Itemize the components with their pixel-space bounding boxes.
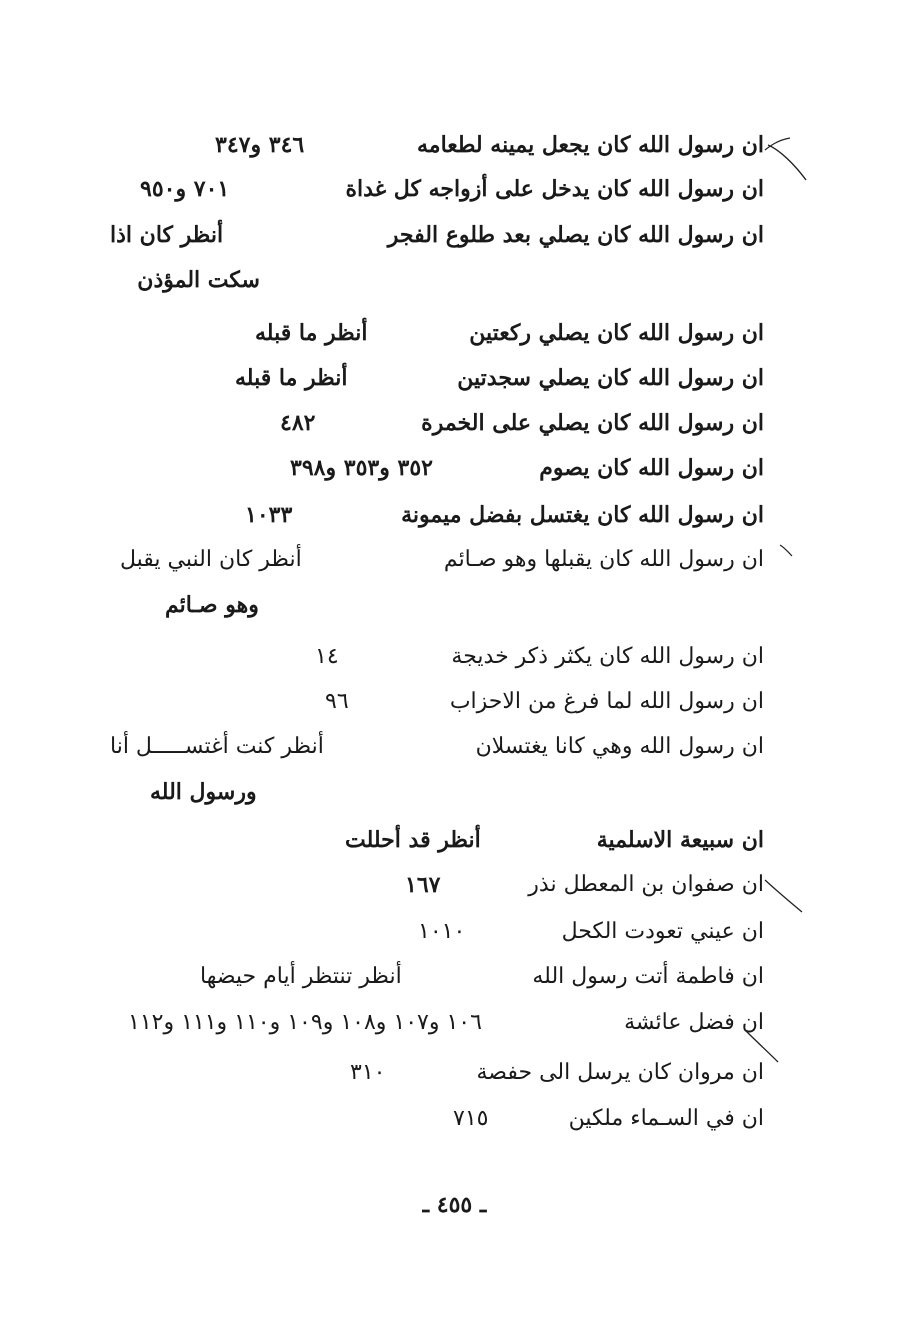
entry-phrase: ان رسول الله كان يجعل يمينه لطعامه — [416, 132, 764, 158]
index-entry — [0, 962, 909, 992]
entry-reference: أنظر كنت أغتســـــل أنا — [110, 734, 324, 759]
entry-phrase: ان رسول الله كان يدخل على أزواجه كل غداة — [345, 176, 764, 202]
entry-reference: ٩٦ — [325, 689, 349, 714]
index-entry — [0, 1104, 909, 1134]
index-entry — [0, 453, 909, 483]
index-entry — [0, 220, 909, 250]
entry-phrase: ان عيني تعودت الكحل — [561, 919, 764, 944]
entry-phrase: ان رسول الله كان يصوم — [539, 455, 764, 481]
entry-reference: ١٠٦ و١٠٧ و١٠٨ و١٠٩ و١١٠ و١١١ و١١٢ — [128, 1010, 482, 1035]
entry-reference-continued: ورسول الله — [150, 779, 257, 805]
entry-reference: أنظر كان اذا — [110, 222, 224, 248]
entry-reference: أنظر قد أحللت — [345, 827, 481, 853]
entry-phrase: ان رسول الله كان يغتسل بفضل ميمونة — [401, 502, 764, 528]
entry-phrase: ان في السـماء ملكين — [568, 1106, 764, 1131]
entry-reference: أنظر ما قبله — [235, 365, 348, 391]
entry-reference: ١٠١٠ — [418, 919, 466, 944]
index-entry — [0, 825, 909, 855]
entry-phrase: ان صفوان بن المعطل نذر — [528, 872, 764, 897]
entry-phrase: ان فاطمة أتت رسول الله — [532, 964, 764, 989]
index-entry — [0, 687, 909, 717]
entry-phrase: ان رسول الله كان يصلي على الخمرة — [421, 410, 764, 436]
entry-phrase: ان رسول الله وهي كانا يغتسلان — [475, 734, 764, 759]
entry-phrase: ان رسول الله كان يكثر ذكر خديجة — [451, 644, 764, 669]
index-entry — [0, 318, 909, 348]
entry-phrase: ان رسول الله كان يصلي بعد طلوع الفجر — [387, 222, 764, 248]
entry-phrase: ان رسول الله كان يصلي سجدتين — [457, 365, 764, 391]
index-entry — [0, 1058, 909, 1088]
entry-reference: ٧٠١ و٩٥٠ — [140, 176, 230, 202]
entry-reference: ٣٥٢ و٣٥٣ و٣٩٨ — [290, 455, 433, 481]
index-entry — [0, 1008, 909, 1038]
entry-reference: ١٦٧ — [405, 872, 441, 898]
entry-reference: ١٠٣٣ — [245, 502, 293, 528]
entry-phrase: ان رسول الله كان يقبلها وهو صـائم — [443, 547, 764, 572]
entry-reference: أنظر كان النبي يقبل — [120, 547, 302, 572]
entry-phrase: ان رسول الله كان يصلي ركعتين — [469, 320, 764, 346]
entry-phrase: ان فضل عائشة — [624, 1010, 764, 1035]
index-entry — [0, 732, 909, 762]
entry-reference: ٤٨٢ — [280, 410, 316, 436]
index-entry — [0, 545, 909, 575]
index-entry — [0, 642, 909, 672]
entry-reference-continued: وهو صـائم — [165, 592, 259, 618]
entry-reference: ٣١٠ — [350, 1060, 386, 1085]
entry-reference: أنظر تنتظر أيام حيضها — [200, 964, 402, 989]
entry-reference: أنظر ما قبله — [255, 320, 368, 346]
entry-phrase: ان مروان كان يرسل الى حفصة — [476, 1060, 764, 1085]
index-entry — [0, 130, 909, 160]
index-entry — [0, 917, 909, 947]
entry-phrase: ان رسول الله لما فرغ من الاحزاب — [449, 689, 764, 714]
index-entry — [0, 174, 909, 204]
index-entry — [0, 363, 909, 393]
entry-reference: ٣٤٦ و٣٤٧ — [215, 132, 305, 158]
entry-reference: ١٤ — [315, 644, 339, 669]
entry-reference: ٧١٥ — [453, 1106, 489, 1131]
entry-reference-continued: سكت المؤذن — [137, 267, 260, 293]
index-entry — [0, 870, 909, 900]
index-entry — [0, 408, 909, 438]
entry-phrase: ان سبيعة الاسلمية — [596, 827, 764, 853]
index-entry — [0, 500, 909, 530]
page-number: ـ ٤٥٥ ـ — [422, 1192, 487, 1218]
